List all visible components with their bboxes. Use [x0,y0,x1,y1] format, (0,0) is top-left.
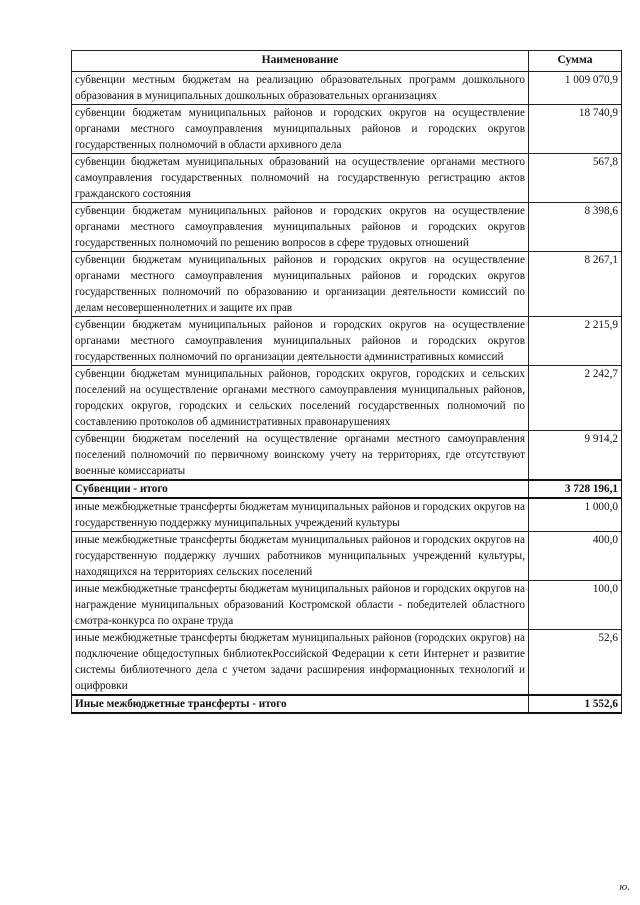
row-name: иные межбюджетные трансферты бюджетам муниципальных районов и городских округов на награждение муниципальных образований Костромской области - победителей областного смотра-конкурса по охране труда [72,581,529,630]
row-sum: 400,0 [529,532,622,581]
row-name: иные межбюджетные трансферты бюджетам муниципальных районов и городских округов на государственную поддержку муниципальных учреждений культуры [72,498,529,532]
row-name: субвенции бюджетам муниципальных районов и городских округов на осуществление органами местного самоуправления муниципальных районов и городских округов государственных полномочий по решению вопросов в сфере трудовых отношений [72,203,529,252]
table-row [72,105,622,154]
row-sum: 18 740,9 [529,105,622,154]
table-row [72,630,622,696]
table-row [72,72,622,105]
table-row [72,252,622,317]
row-sum: 8 398,6 [529,203,622,252]
row-sum: 1 009 070,9 [529,72,622,105]
row-name: Иные межбюджетные трансферты - итого [72,695,529,713]
row-sum: 8 267,1 [529,252,622,317]
row-name: субвенции бюджетам муниципальных районов и городских округов на осуществление органами местного самоуправления муниципальных районов и городских округов государственных полномочий по образованию и организации деятельности комиссий по делам несовершеннолетних и защите их прав [72,252,529,317]
row-sum: 1 552,6 [529,695,622,713]
row-name: субвенции местным бюджетам на реализацию образовательных программ дошкольного образования в муниципальных дошкольных образовательных организациях [72,72,529,105]
table-row [72,581,622,630]
budget-table [71,50,622,714]
row-sum: 567,8 [529,154,622,203]
row-sum: 3 728 196,1 [529,480,622,498]
row-sum: 52,6 [529,630,622,696]
row-name: иные межбюджетные трансферты бюджетам муниципальных районов и городских округов на государственную поддержку лучших работников муниципальных учреждений культуры, находящихся на территориях сельских поселений [72,532,529,581]
row-name: субвенции бюджетам поселений на осуществление органами местного самоуправления поселений полномочий по первичному воинскому учету на территориях, где отсутствуют военные комиссариаты [72,431,529,481]
table-total-row [72,695,622,713]
table-row [72,366,622,431]
row-sum: 1 000,0 [529,498,622,532]
row-sum: 100,0 [529,581,622,630]
row-sum: 9 914,2 [529,431,622,481]
table-total-row [72,480,622,498]
row-name: субвенции бюджетам муниципальных районов и городских округов на осуществление органами местного самоуправления муниципальных районов и городских округов государственных полномочий в области архивного дела [72,105,529,154]
table-row [72,431,622,481]
row-sum: 2 242,7 [529,366,622,431]
row-sum: 2 215,9 [529,317,622,366]
column-header-sum: Сумма [529,51,622,72]
table-row [72,203,622,252]
row-name: субвенции бюджетам муниципальных образований на осуществление органами местного самоуправления государственных полномочий на государственную регистрацию актов гражданского состояния [72,154,529,203]
table-row [72,532,622,581]
row-name: Субвенции - итого [72,480,529,498]
column-header-name: Наименование [72,51,529,72]
table-row [72,154,622,203]
table-body [72,72,622,714]
table-row [72,317,622,366]
table-header-row [72,51,622,72]
row-name: субвенции бюджетам муниципальных районов, городских округов, городских и сельских поселений на осуществление органами местного самоуправления муниципальных районов, городских округов, городских и сельских поселений государственных полномочий по составлению протоколов об административных правонарушениях [72,366,529,431]
page-number-handwritten: ю. [619,881,630,893]
row-name: субвенции бюджетам муниципальных районов и городских округов на осуществление органами местного самоуправления муниципальных районов и городских округов государственных полномочий по организации деятельности административных комиссий [72,317,529,366]
table-row [72,498,622,532]
row-name: иные межбюджетные трансферты бюджетам муниципальных районов (городских округов) на подключение общедоступных библиотекРоссийской Федерации к сети Интернет и развитие системы библиотечного дела с учетом задачи расширения информационных технологий и оцифровки [72,630,529,696]
